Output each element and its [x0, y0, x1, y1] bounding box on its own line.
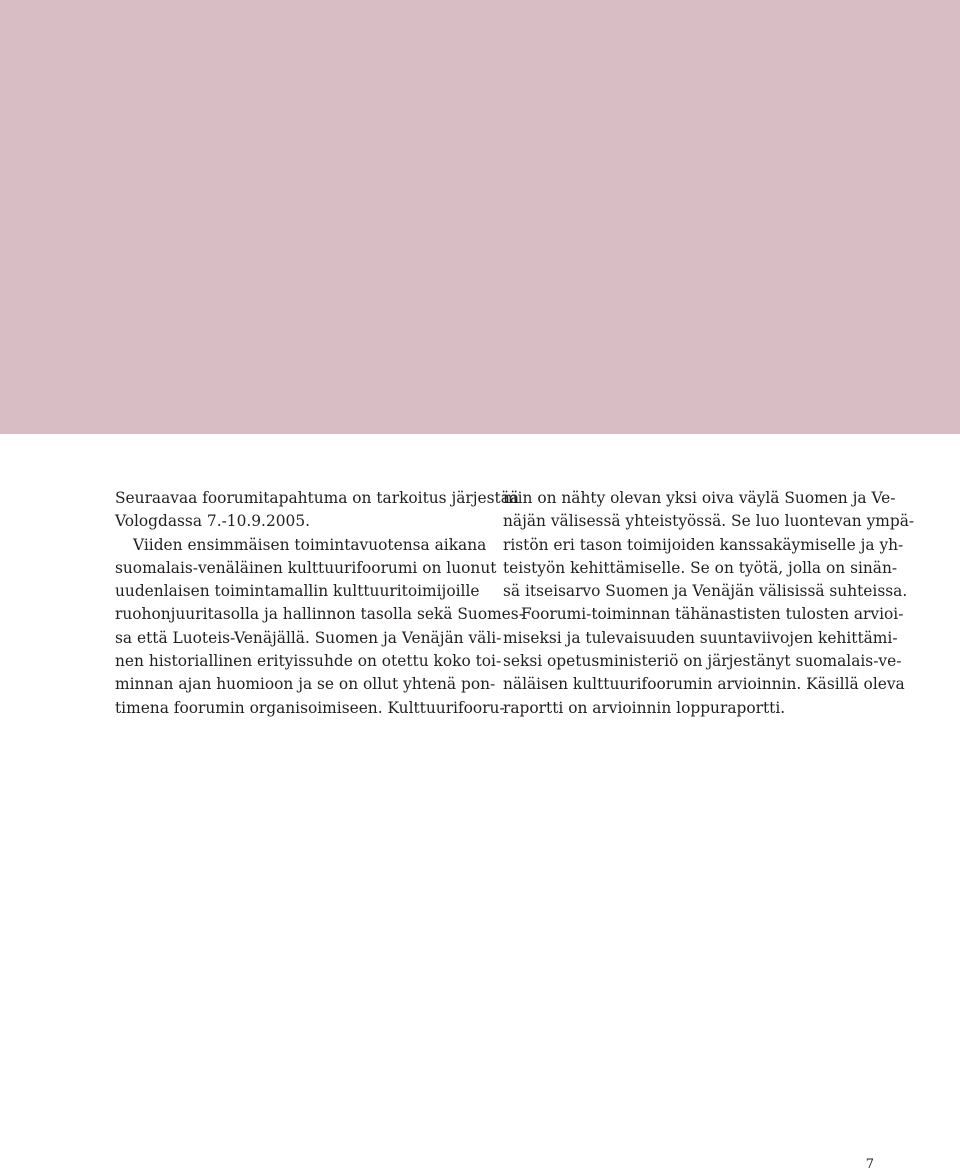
body-text-line: näläisen kulttuurifoorumin arvioinnin. Käsillä oleva	[503, 675, 905, 694]
body-text-line: nen historiallinen erityissuhde on otettu koko toi-	[115, 652, 502, 671]
body-text-line: sa että Luoteis-Venäjällä. Suomen ja Venäjän väli-	[115, 628, 502, 647]
paragraph-first-line: Foorumi-toiminnan tähänastisten tulosten arvioi-	[521, 605, 904, 624]
body-text-line: miseksi ja tulevaisuuden suuntaviivojen kehittämi-	[503, 628, 898, 647]
body-text-line: Seuraavaa foorumitapahtuma on tarkoitus järjestää	[115, 489, 520, 507]
body-text-line: uudenlaisen toimintamallin kulttuuritoimijoille	[115, 582, 480, 601]
text-column-right	[503, 487, 915, 720]
body-text-line: suomalais-venäläinen kulttuurifoorumi on luonut	[115, 558, 497, 577]
body-text-line: näjän välisessä yhteistyössä. Se luo luontevan ympä-	[503, 512, 915, 531]
body-text-line: minnan ajan huomioon ja se on ollut yhtenä pon-	[115, 675, 496, 694]
text-column-left	[115, 487, 524, 720]
body-text-line: timena foorumin organisoimiseen. Kulttuurifooru-	[115, 698, 505, 717]
paragraph-first-line: Viiden ensimmäisen toimintavuotensa aikana	[133, 535, 487, 554]
page-number: 7	[865, 1157, 874, 1172]
body-text-line: teistyön kehittämiselle. Se on työtä, jolla on sinän-	[503, 558, 898, 577]
body-text-line: raportti on arvioinnin loppuraportti.	[503, 698, 786, 717]
header-color-band	[0, 0, 960, 434]
body-text-line: min on nähty olevan yksi oiva väylä Suomen ja Ve-	[503, 489, 896, 507]
body-text-line: sä itseisarvo Suomen ja Venäjän välisissä suhteissa.	[503, 582, 908, 601]
body-text-line: ristön eri tason toimijoiden kanssakäymiselle ja yh-	[503, 535, 904, 554]
body-text-line: seksi opetusministeriö on järjestänyt suomalais-ve-	[503, 652, 902, 671]
body-text-line: ruohonjuuritasolla ja hallinnon tasolla sekä Suomes-	[115, 605, 524, 624]
body-text-line: Vologdassa 7.-10.9.2005.	[115, 512, 311, 531]
